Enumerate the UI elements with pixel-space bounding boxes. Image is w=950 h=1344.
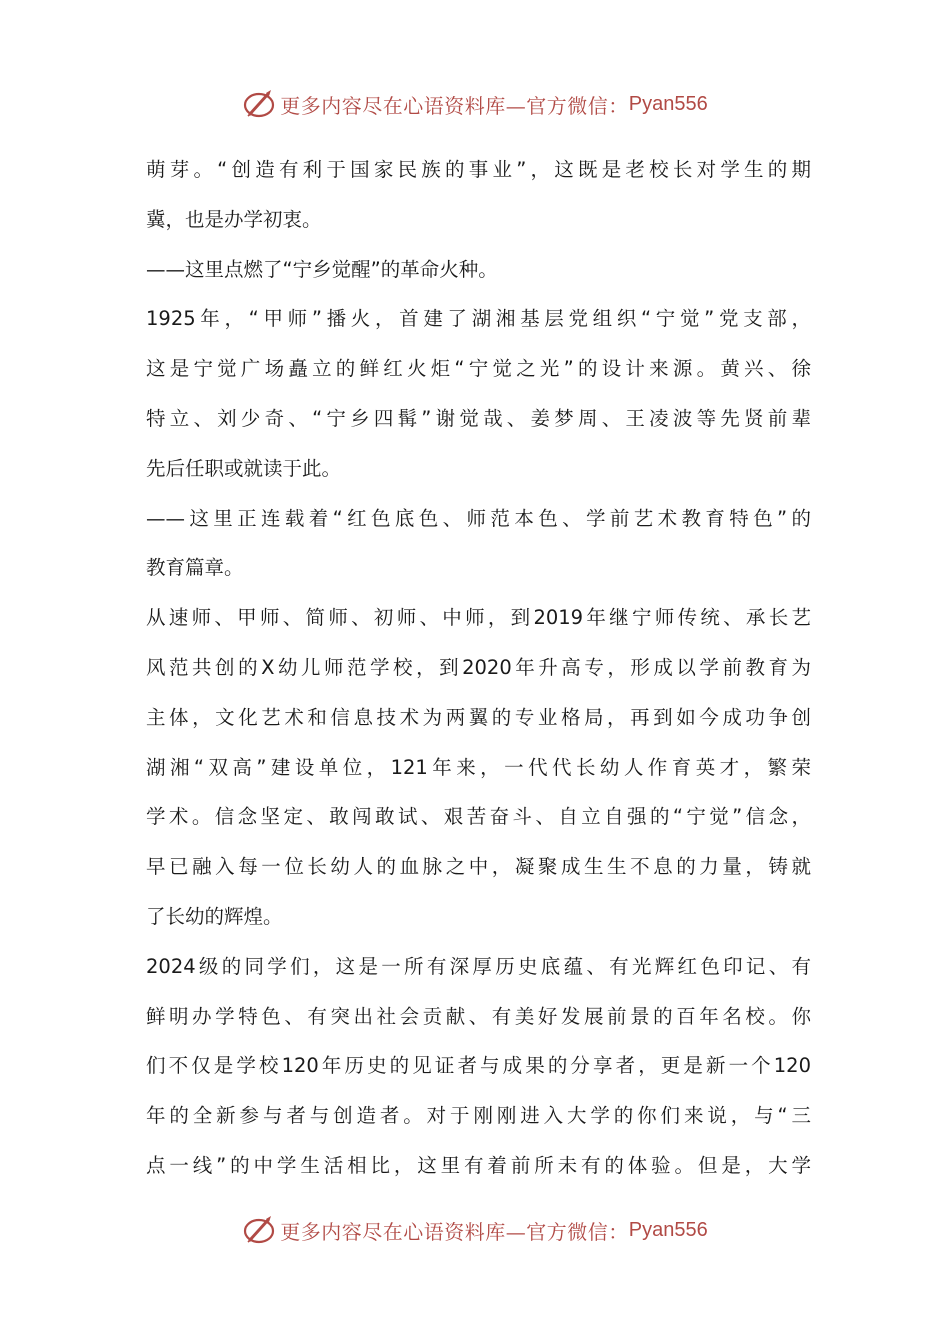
text-line: 从速师、甲师、简师、初师、中师，到2019年继宁师传统、承长艺: [146, 606, 811, 630]
watermark-wechat-id: Pyan556: [628, 1218, 708, 1241]
text-line: 们不仅是学校120年历史的见证者与成果的分享者，更是新一个120: [146, 1054, 811, 1078]
text-line: 年的全新参与者与创造者。对于刚刚进入大学的你们来说，与“三: [146, 1104, 811, 1128]
text-line: 这是宁觉广场矗立的鲜红火炬“宁觉之光”的设计来源。黄兴、徐: [146, 357, 811, 381]
text-line: 特立、刘少奇、“宁乡四髯”谢觉哉、姜梦周、王凌波等先贤前辈: [146, 406, 811, 430]
pen-logo-icon: [242, 87, 276, 121]
text-line: ——这里点燃了“宁乡觉醒”的革命火种。: [146, 257, 498, 281]
text-line: 湖湘“双高”建设单位，121年来，一代代长幼人作育英才，繁荣: [146, 755, 811, 779]
header-watermark: [0, 84, 950, 124]
text-line: 风范共创的X幼儿师范学校，到2020年升高专，形成以学前教育为: [146, 655, 811, 679]
text-line: 鲜明办学特色、有突出社会贡献、有美好发展前景的百年名校。你: [146, 1004, 811, 1028]
text-line: ——这里正连载着“红色底色、师范本色、学前艺术教育特色”的: [146, 506, 811, 530]
text-line: 冀，也是办学初衷。: [146, 207, 322, 231]
text-line: 了长幼的辉煌。: [146, 904, 283, 928]
text-line: 2024级的同学们，这是一所有深厚历史底蕴、有光辉红色印记、有: [146, 954, 811, 978]
body-text: [146, 145, 811, 1191]
text-line: 1925年，“甲师”播火，首建了湖湘基层党组织“宁觉”党支部，: [146, 307, 811, 331]
watermark-text: 更多内容尽在心语资料库—官方微信：: [280, 1219, 629, 1244]
watermark-text: 更多内容尽在心语资料库—官方微信：: [280, 93, 629, 118]
text-line: 先后任职或就读于此。: [146, 456, 342, 480]
text-line: 学术。信念坚定、敢闯敢试、艰苦奋斗、自立自强的“宁觉”信念，: [146, 805, 811, 829]
text-line: 萌芽。“创造有利于国家民族的事业”，这既是老校长对学生的期: [146, 158, 811, 181]
text-line: 早已融入每一位长幼人的血脉之中，凝聚成生生不息的力量，铸就: [146, 855, 811, 879]
text-line: 主体，文化艺术和信息技术为两翼的专业格局，再到如今成功争创: [146, 705, 811, 729]
watermark-wechat-id: Pyan556: [628, 92, 708, 115]
text-line: 点一线”的中学生活相比，这里有着前所未有的体验。但是，大学: [146, 1153, 811, 1177]
pen-logo-icon: [242, 1213, 276, 1247]
footer-watermark: [0, 1210, 950, 1250]
text-line: 教育篇章。: [146, 556, 244, 580]
